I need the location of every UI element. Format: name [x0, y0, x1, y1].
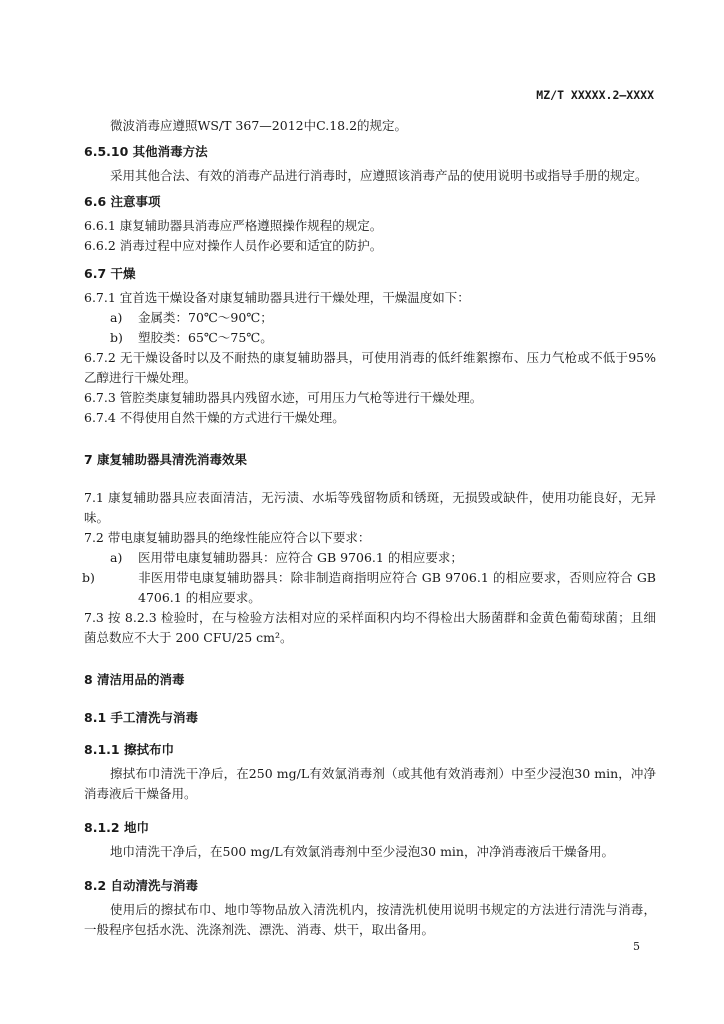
- list-item-non-medical: [84, 568, 656, 608]
- paragraph-8-1-1: 擦拭布巾清洗干净后，在250 mg/L有效氯消毒剂（或其他有效消毒剂）中至少浸泡30 min，冲净消毒液后干燥备用。: [84, 766, 656, 801]
- clause-6-7-3: 6.7.3 管腔类康复辅助器具内残留水迹，可用压力气枪等进行干燥处理。: [84, 390, 483, 405]
- list-label: a): [110, 550, 123, 565]
- list-text: 金属类：70℃～90℃；: [138, 310, 273, 325]
- paragraph-microwave: 微波消毒应遵照WS/T 367—2012中C.18.2的规定。: [110, 118, 408, 133]
- clause-6-7-4: 6.7.4 不得使用自然干燥的方式进行干燥处理。: [84, 410, 345, 425]
- document-code: MZ/T XXXXX.2—XXXX: [536, 88, 654, 102]
- heading-8-2: 8.2 自动清洗与消毒: [84, 878, 198, 893]
- clause-7-1: 7.1 康复辅助器具应表面清洁，无污渍、水垢等残留物质和锈斑，无损毁或缺件，使用功能良好，无异味。: [84, 490, 656, 525]
- clause-6-6-2: 6.6.2 消毒过程中应对操作人员作必要和适宜的防护。: [84, 238, 383, 253]
- paragraph-6-5-10: 采用其他合法、有效的消毒产品进行消毒时，应遵照该消毒产品的使用说明书或指导手册的规定。: [110, 168, 648, 183]
- list-text: 医用带电康复辅助器具：应符合 GB 9706.1 的相应要求；: [138, 550, 463, 565]
- heading-6-7: 6.7 干燥: [84, 266, 136, 281]
- paragraph-8-2: 使用后的擦拭布巾、地巾等物品放入清洗机内，按清洗机使用说明书规定的方法进行清洗与消毒，一般程序包括水洗、洗涤剂洗、漂洗、消毒、烘干，取出备用。: [84, 902, 656, 937]
- list-text: 非医用带电康复辅助器具：除非制造商指明应符合 GB 9706.1 的相应要求，否则应符合 GB 4706.1 的相应要求。: [138, 570, 656, 605]
- list-label: a): [110, 310, 123, 325]
- clause-7-2: 7.2 带电康复辅助器具的绝缘性能应符合以下要求：: [84, 530, 371, 545]
- page-number: 5: [633, 940, 640, 953]
- heading-8-1: 8.1 手工清洗与消毒: [84, 710, 198, 725]
- list-text: 塑胶类：65℃～75℃。: [138, 330, 273, 345]
- heading-6-5-10: 6.5.10 其他消毒方法: [84, 144, 208, 159]
- heading-6-6: 6.6 注意事项: [84, 194, 161, 209]
- heading-8-1-2: 8.1.2 地巾: [84, 820, 149, 835]
- clause-6-7-2: 6.7.2 无干燥设备时以及不耐热的康复辅助器具，可使用消毒的低纤维絮擦布、压力气枪或不低于95%乙醇进行干燥处理。: [84, 350, 656, 385]
- heading-8: 8 清洁用品的消毒: [84, 672, 185, 687]
- list-item-medical: [84, 548, 656, 568]
- heading-7: 7 康复辅助器具清洗消毒效果: [84, 452, 248, 467]
- list-label: b): [110, 330, 123, 345]
- clause-6-7-1: 6.7.1 宜首选干燥设备对康复辅助器具进行干燥处理，干燥温度如下：: [84, 290, 470, 305]
- list-label: b): [82, 570, 95, 585]
- clause-6-6-1: 6.6.1 康复辅助器具消毒应严格遵照操作规程的规定。: [84, 218, 383, 233]
- list-item-plastic: [84, 328, 656, 348]
- paragraph-8-1-2: 地巾清洗干净后，在500 mg/L有效氯消毒剂中至少浸泡30 min，冲净消毒液后干燥备用。: [110, 844, 614, 859]
- clause-7-3: 7.3 按 8.2.3 检验时，在与检验方法相对应的采样面积内均不得检出大肠菌群和金黄色葡萄球菌；且细菌总数应不大于 200 CFU/25 cm²。: [84, 610, 656, 645]
- heading-8-1-1: 8.1.1 擦拭布巾: [84, 742, 174, 757]
- list-item-metal: [84, 308, 656, 328]
- document-body: [84, 116, 656, 946]
